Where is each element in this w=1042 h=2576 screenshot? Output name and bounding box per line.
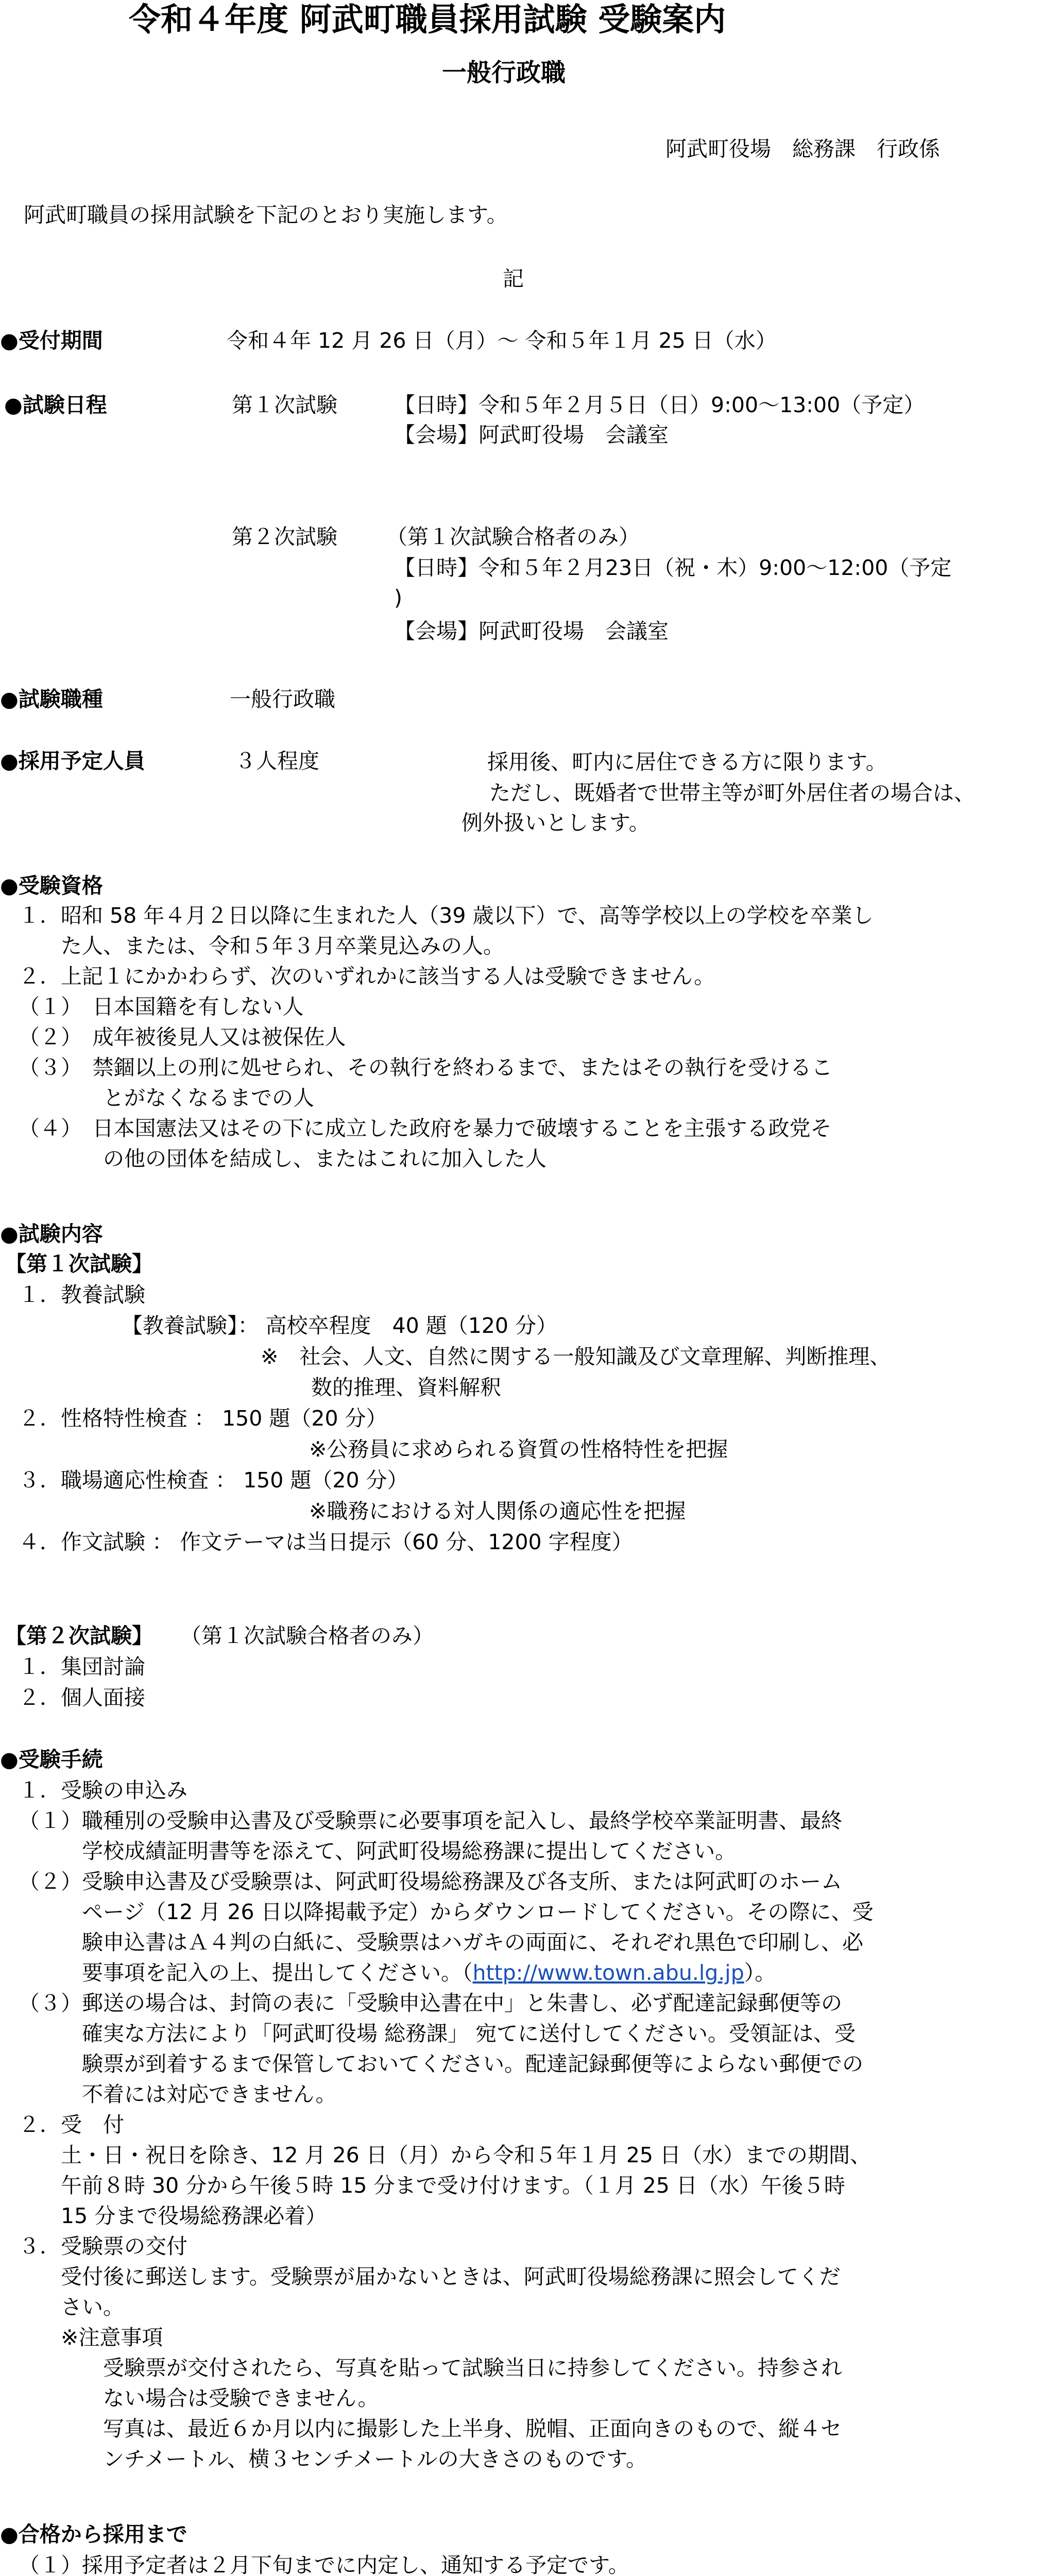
second-exam-datetime: 【日時】令和５年２月23日（祝・木）9:00～12:00（予定 (394, 555, 952, 580)
procedure-line: 学校成績証明書等を添えて、阿武町役場総務課に提出してください。 (19, 1839, 737, 1863)
second-exam-heading: 【第２次試験】 (5, 1623, 153, 1648)
hiring-heading: ●合格から採用まで (0, 2522, 187, 2547)
procedure-line: 15 分まで役場総務課必着） (19, 2204, 327, 2228)
page-title: 令和４年度 阿武町職員採用試験 受験案内 (129, 1, 726, 38)
hires-note-2: ただし、既婚者で世帯主等が町外居住者の場合は、 (489, 781, 975, 805)
qualification-heading: ●受験資格 (0, 873, 103, 898)
procedure-line: （３）郵送の場合は、封筒の表に「受験申込書在中」と朱書し、必ず配達記録郵便等の (19, 1991, 842, 2015)
qualification-line: （３） 禁錮以上の刑に処せられ、その執行を終わるまで、またはその執行を受けるこ (19, 1055, 833, 1080)
procedure-subheading: ２．受 付 (19, 2112, 124, 2137)
exam-item-3-note: ※職務における対人関係の適応性を把握 (309, 1499, 686, 1523)
procedure-line: 受験票が交付されたら、写真を貼って試験当日に持参してください。持参され (19, 2355, 842, 2380)
reception-heading: ●受付期間 (0, 328, 103, 353)
qualification-line: （１） 日本国籍を有しない人 (19, 994, 304, 1019)
exam-item-1-note: ※ 社会、人文、自然に関する一般知識及び文章理解、判断推理、 (261, 1344, 891, 1369)
intro-text: 阿武町職員の採用試験を下記のとおり実施します。 (24, 202, 508, 227)
procedure-line: 午前８時 30 分から午後５時 15 分まで受け付けます。（１月 25 日（水）午後５時 (19, 2173, 845, 2198)
job-type-heading: ●試験職種 (0, 687, 103, 711)
hiring-list (19, 2550, 842, 2576)
hires-note-3: 例外扱いとします。 (462, 810, 650, 835)
procedure-heading: ●受験手続 (0, 1747, 103, 1772)
qualification-line: ２．上記１にかかわらず、次のいずれかに該当する人は受験できません。 (19, 964, 715, 989)
procedure-line: 不着には対応できません。 (19, 2082, 337, 2107)
first-exam-venue: 【会場】阿武町役場 会議室 (394, 422, 669, 447)
second-exam-heading-note: （第１次試験合格者のみ） (180, 1623, 434, 1648)
qualification-line: （４） 日本国憲法又はその下に成立した政府を暴力で破壊することを主張する政党そ (19, 1116, 832, 1141)
second-exam-venue: 【会場】阿武町役場 会議室 (394, 619, 669, 643)
procedure-subheading: ３．受験票の交付 (19, 2234, 187, 2259)
qualification-line: とがなくなるまでの人 (19, 1086, 314, 1110)
reception-period: 令和４年 12 月 26 日（月）～ 令和５年１月 25 日（水） (227, 328, 777, 353)
second-exam-item-2: ２．個人面接 (19, 1685, 145, 1710)
procedure-subheading: １．受験の申込み (19, 1778, 187, 1803)
exam-item-2-note: ※公務員に求められる資質の性格特性を把握 (309, 1437, 728, 1462)
town-website-link[interactable]: http://www.town.abu.lg.jp (472, 1960, 744, 1985)
exam-item-1: １．教養試験 (19, 1282, 145, 1307)
hires-note-1: 採用後、町内に居住できる方に限ります。 (487, 750, 887, 774)
qualification-line: の他の団体を結成し、またはこれに加入した人 (19, 1146, 546, 1171)
procedure-body (19, 1775, 874, 2475)
procedure-line: （１）職種別の受験申込書及び受験票に必要事項を記入し、最終学校卒業証明書、最終 (19, 1808, 842, 1833)
qualification-list (19, 901, 874, 1174)
exam-item-4: ４．作文試験 ： 作文テーマは当日提示（60 分、1200 字程度） (19, 1530, 633, 1554)
exam-item-3: ３．職場適応性検査 ： 150 題（20 分） (19, 1468, 408, 1493)
ki-mark: 記 (503, 266, 524, 291)
procedure-line: ※注意事項 (19, 2325, 163, 2350)
job-type-value: 一般行政職 (230, 687, 335, 711)
procedure-line: 受付後に郵送します。受験票が届かないときは、阿武町役場総務課に照会してくだ (19, 2264, 841, 2289)
procedure-line-prefix: 要事項を記入の上、提出してください。（ (19, 1960, 473, 1985)
department-label: 阿武町役場 総務課 行政係 (665, 137, 940, 161)
procedure-line-with-link (19, 1958, 874, 1988)
procedure-line: （２）受験申込書及び受験票は、阿武町役場総務課及び各支所、または阿武町のホーム (19, 1869, 842, 1894)
procedure-line: 験票が到着するまで保管しておいてください。配達記録郵便等によらない郵便での (19, 2052, 863, 2076)
procedure-line-suffix: ）。 (744, 1960, 776, 1985)
procedure-line: さい。 (19, 2295, 124, 2319)
second-exam-item-1: １．集団討論 (19, 1654, 145, 1679)
hires-value: ３人程度 (235, 749, 319, 773)
hiring-line: （１）採用予定者は２月下旬までに内定し、通知する予定です。 (19, 2553, 629, 2576)
qualification-line: １．昭和 58 年４月２日以降に生まれた人（39 歳以下）で、高等学校以上の学校を卒業し (19, 903, 874, 928)
procedure-line: ページ（12 月 26 日以降掲載予定）からダウンロードしてください。その際に、受 (19, 1900, 874, 1924)
qualification-line: （２） 成年被後見人又は被保佐人 (19, 1025, 346, 1049)
procedure-line: 験申込書はＡ４判の白紙に、受験票はハガキの両面に、それぞれ黒色で印刷し、必 (19, 1930, 863, 1955)
first-exam-label: 第１次試験 (232, 393, 337, 417)
hires-heading: ●採用予定人員 (0, 749, 145, 773)
procedure-line: ンチメートル、横３センチメートルの大きさのものです。 (19, 2447, 647, 2471)
procedure-line: 写真は、最近６か月以内に撮影した上半身、脱帽、正面向きのもので、縦４セ (19, 2416, 842, 2441)
page-subtitle: 一般行政職 (442, 58, 566, 87)
procedure-line: ない場合は受験できません。 (19, 2386, 379, 2411)
first-exam-heading: 【第１次試験】 (5, 1251, 153, 1276)
second-exam-note: （第１次試験合格者のみ） (386, 524, 640, 549)
second-exam-label: 第２次試験 (232, 524, 337, 549)
exam-content-heading: ●試験内容 (0, 1222, 103, 1246)
procedure-line: 土・日・祝日を除き、12 月 26 日（月）から令和５年１月 25 日（水）までの期間、 (19, 2143, 872, 2167)
exam-item-1-detail: 【教養試験】： 高校卒程度 40 題（120 分） (122, 1313, 558, 1338)
qualification-line: た人、または、令和５年３月卒業見込みの人。 (19, 934, 504, 958)
second-exam-datetime-cont: ) (394, 585, 402, 610)
procedure-line: 確実な方法により「阿武町役場 総務課」 宛てに送付してください。受領証は、受 (19, 2021, 856, 2046)
schedule-heading: ●試験日程 (4, 393, 107, 417)
exam-item-2: ２．性格特性検査 ： 150 題（20 分） (19, 1406, 387, 1431)
exam-item-1-note-cont: 数的推理、資料解釈 (311, 1375, 501, 1400)
first-exam-datetime: 【日時】令和５年２月５日（日）9:00～13:00（予定） (394, 393, 925, 417)
